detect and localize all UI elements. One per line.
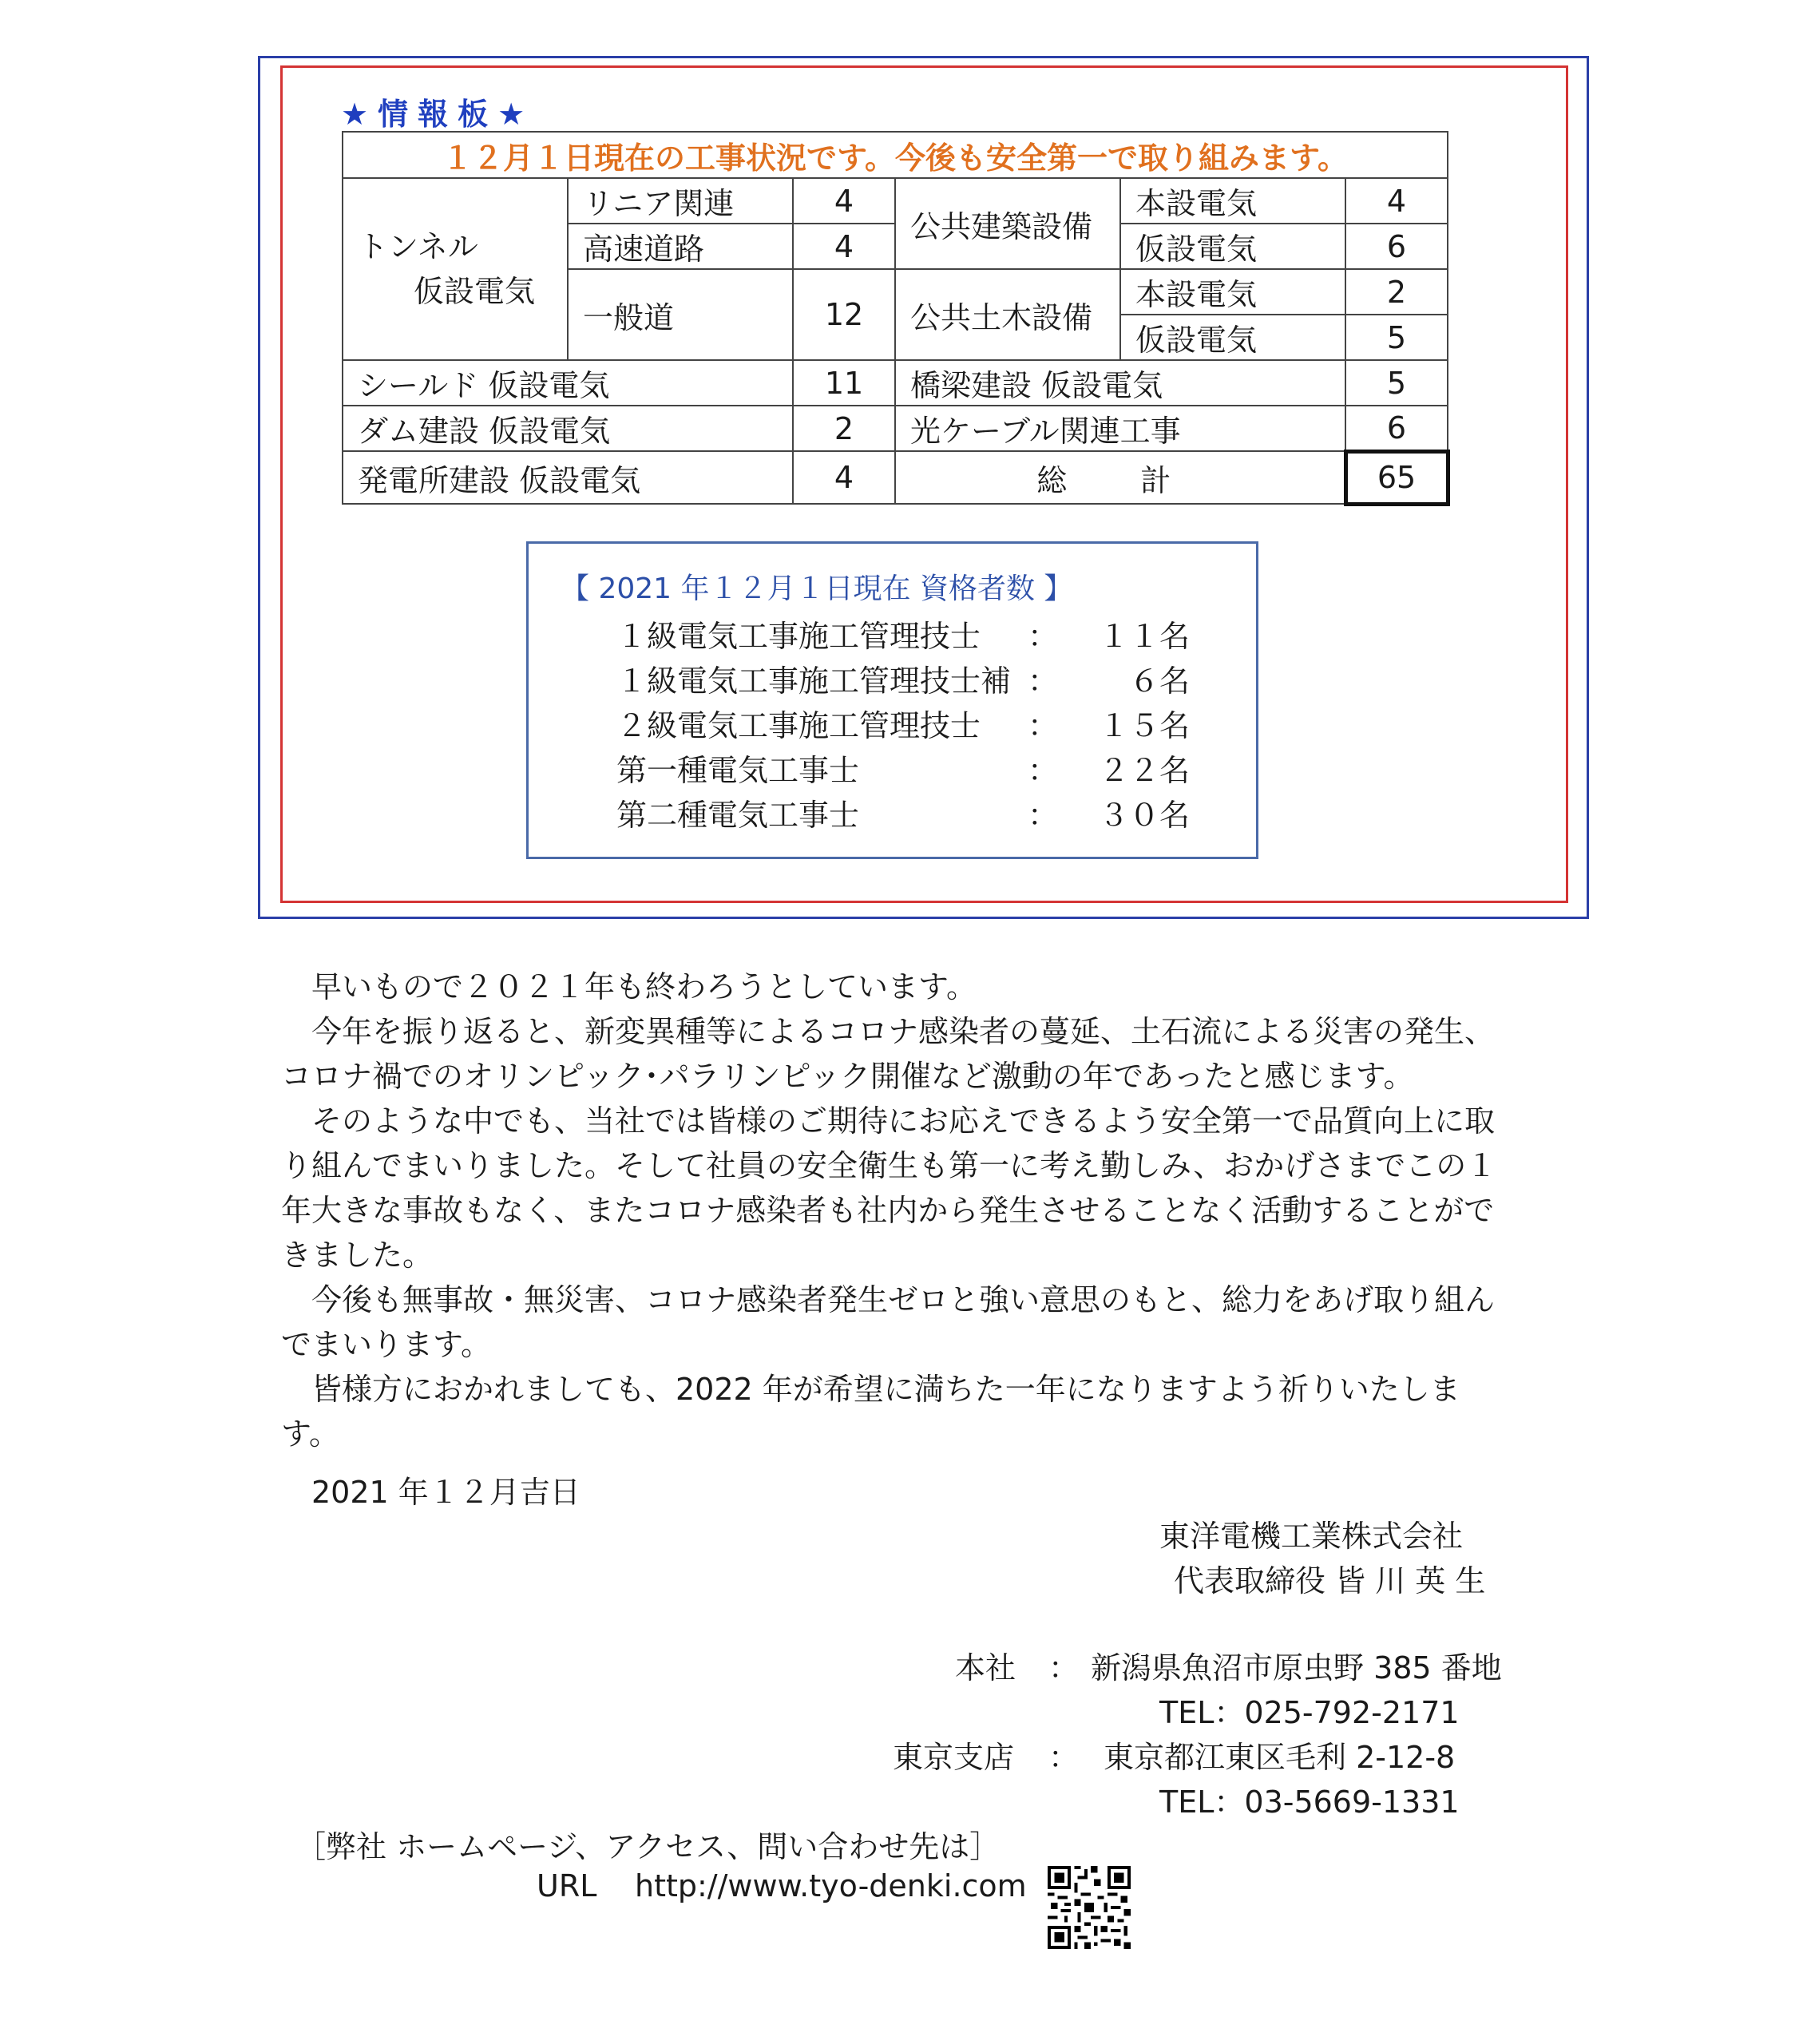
table-cell: 仮設電気 <box>1120 315 1345 360</box>
board-title: ★情報板★ <box>341 97 535 132</box>
table-cell: ダム建設 仮設電気 <box>343 406 793 451</box>
qualification-count: １５名 <box>1098 708 1190 743</box>
url-label: URL <box>537 1868 597 1903</box>
head-office-tel: TEL：025-792-2171 <box>1159 1695 1460 1730</box>
qualification-count: １１名 <box>1098 619 1190 654</box>
table-cell: 本設電気 <box>1120 178 1345 224</box>
tokyo-branch-tel: TEL：03-5669-1331 <box>1159 1785 1460 1820</box>
qualifications-title: 【 2021 年１２月１日現在 資格者数 】 <box>561 572 1073 605</box>
table-cell: 4 <box>1345 178 1448 224</box>
table-cell: 本設電気 <box>1120 269 1345 315</box>
colon: ： <box>1028 708 1059 743</box>
colon: ： <box>1028 798 1059 833</box>
table-cell: 4 <box>793 224 895 269</box>
qualification-name: １級電気工事施工管理技士補 <box>616 664 1012 699</box>
total-count: 65 <box>1345 451 1448 504</box>
qualification-count: ３０名 <box>1098 798 1190 833</box>
representative-name: 代表取締役 皆 川 英 生 <box>1174 1563 1486 1598</box>
table-row <box>343 178 1448 224</box>
letter-paragraph: 皆様方におかれましても、2022 年が希望に満ちた一年になりますよう祈りいたします。 <box>281 1372 1460 1452</box>
head-office-address: 新潟県魚沼市原虫野 385 番地 <box>1091 1650 1502 1686</box>
colon: ： <box>1048 1650 1080 1686</box>
tunnel-label-line1: トンネル <box>358 229 478 264</box>
table-cell: 発電所建設 仮設電気 <box>343 451 793 504</box>
public-building-label: 公共建築設備 <box>895 178 1120 269</box>
table-cell: 一般道 <box>568 269 793 360</box>
company-name: 東洋電機工業株式会社 <box>1159 1519 1464 1554</box>
status-banner: １２月１日現在の工事状況です。今後も安全第一で取り組みます。 <box>343 132 1448 178</box>
table-cell: 5 <box>1345 360 1448 406</box>
works-status-table <box>342 131 1450 506</box>
table-cell: 6 <box>1345 406 1448 451</box>
public-civil-label: 公共土木設備 <box>895 269 1120 360</box>
letter-date: 2021 年１２月吉日 <box>311 1475 581 1510</box>
qr-code-icon[interactable] <box>1048 1866 1131 1949</box>
website-note: ［弊社 ホームページ、アクセス、問い合わせ先は］ <box>295 1829 1001 1864</box>
tokyo-branch-address: 東京都江東区毛利 2-12-8 <box>1104 1740 1456 1775</box>
table-row <box>343 360 1448 406</box>
colon: ： <box>1048 1740 1080 1775</box>
qualification-count: ６名 <box>1128 664 1190 699</box>
table-cell: 2 <box>1345 269 1448 315</box>
letter-paragraph: 早いもので２０２１年も終わろうとしています。 <box>311 969 977 1004</box>
letter-paragraph: 今後も無事故・無災害、コロナ感染者発生ゼロと強い意思のもと、総力をあげ取り組んでまいります。 <box>281 1282 1496 1362</box>
table-cell: シールド 仮設電気 <box>343 360 793 406</box>
total-label: 総 計 <box>895 451 1345 504</box>
letter-paragraph: そのような中でも、当社では皆様のご期待にお応えできるよう安全第一で品質向上に取り組んでまいりました。そして社員の安全衛生も第一に考え勤しみ、おかげさまでこの１年大きな事故もなく、またコロナ感染者も社内から発生させることなく活動することができました。 <box>281 1103 1497 1273</box>
qualification-name: ２級電気工事施工管理技士 <box>616 708 981 743</box>
table-cell: 4 <box>793 451 895 504</box>
greeting-letter <box>281 965 1511 1456</box>
tunnel-label-line2: 仮設電気 <box>414 274 536 309</box>
table-cell: 仮設電気 <box>1120 224 1345 269</box>
website-url[interactable]: http://www.tyo-denki.com <box>635 1868 1027 1903</box>
table-cell: 5 <box>1345 315 1448 360</box>
qualification-name: １級電気工事施工管理技士 <box>616 619 981 654</box>
table-cell: リニア関連 <box>568 178 793 224</box>
qualification-name: 第一種電気工事士 <box>616 753 860 788</box>
table-cell: 高速道路 <box>568 224 793 269</box>
head-office-label: 本社 <box>955 1650 1016 1686</box>
tunnel-label <box>343 178 568 360</box>
table-cell: 4 <box>793 178 895 224</box>
table-cell: 11 <box>793 360 895 406</box>
letter-paragraph: 今年を振り返ると、新変異種等によるコロナ感染者の蔓延、土石流による災害の発生、コロナ禍でのオリンピック･パラリンピック開催など激動の年であったと感じます。 <box>281 1014 1496 1094</box>
colon: ： <box>1028 753 1059 788</box>
table-row <box>343 132 1448 178</box>
table-cell: 2 <box>793 406 895 451</box>
colon: ： <box>1028 664 1059 699</box>
table-row <box>343 406 1448 451</box>
table-cell: 光ケーブル関連工事 <box>895 406 1345 451</box>
tokyo-branch-label: 東京支店 <box>893 1740 1015 1775</box>
qualification-count: ２２名 <box>1098 753 1190 788</box>
qualifications-box <box>526 541 1258 859</box>
table-cell: 6 <box>1345 224 1448 269</box>
qualification-name: 第二種電気工事士 <box>616 798 860 833</box>
table-cell: 橋梁建設 仮設電気 <box>895 360 1345 406</box>
table-row <box>343 451 1448 504</box>
table-cell: 12 <box>793 269 895 360</box>
colon: ： <box>1028 619 1059 654</box>
